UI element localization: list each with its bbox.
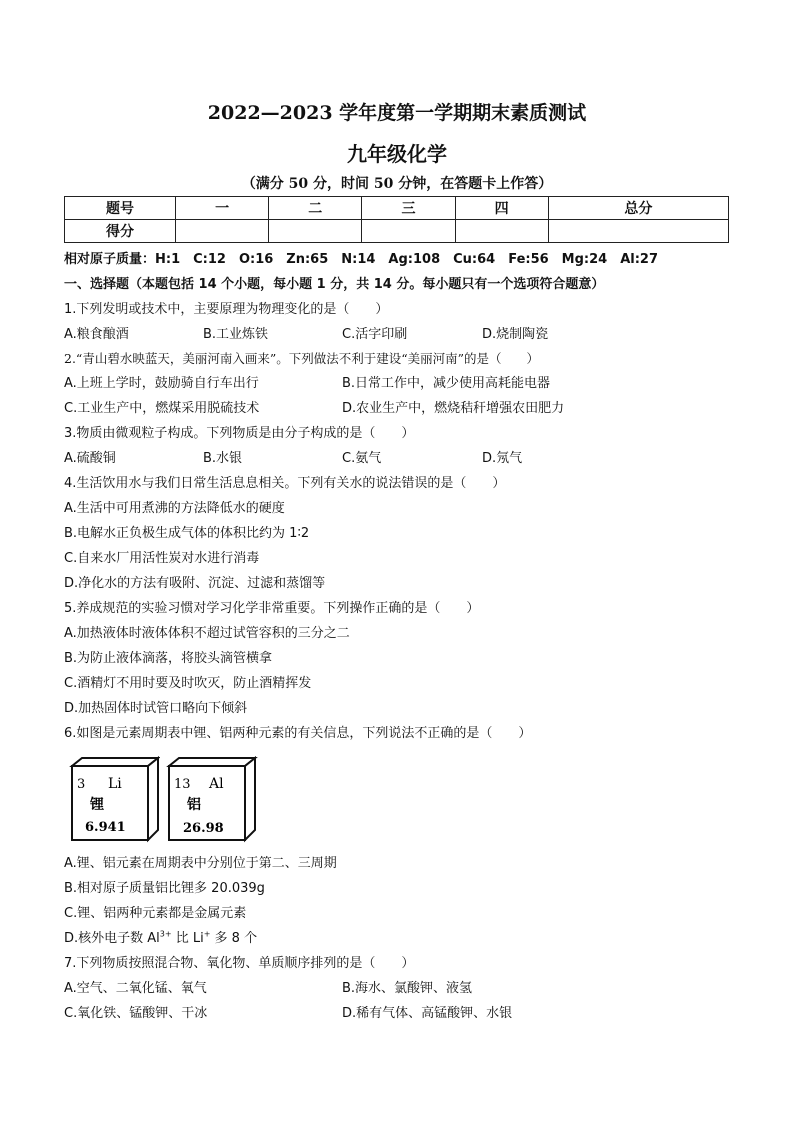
question-stem: 2.“青山碧水映蓝天，美丽河南入画来”。下列做法不利于建设“美丽河南”的是（ ） — [64, 351, 539, 366]
aluminum-mass: 26.98 — [183, 821, 224, 836]
option-d: D.净化水的方法有吸附、沉淀、过滤和蒸馏等 — [64, 576, 326, 591]
option-d: D.烧制陶瓷 — [482, 327, 549, 342]
lithium-ion-charge: + — [203, 929, 211, 939]
option-a: A.空气、二氧化锰、氧气 — [64, 981, 207, 996]
aluminum-ion-charge: 3+ — [159, 929, 172, 939]
option-a: A.上班上学时，鼓励骑自行车出行 — [64, 376, 259, 391]
question-stem: 5.养成规范的实验习惯对学习化学非常重要。下列操作正确的是（ ） — [64, 601, 480, 616]
score-cell: 三 — [362, 197, 455, 220]
option-b: B.工业炼铁 — [203, 327, 269, 342]
option-c: C.酒精灯不用时要及时吹灭，防止酒精挥发 — [64, 676, 312, 691]
option-c: C.自来水厂用活性炭对水进行消毒 — [64, 551, 260, 566]
option-b: B.电解水正负极生成气体的体积比约为 1∶2 — [64, 526, 310, 541]
score-blank — [176, 220, 269, 243]
option-b: B.相对原子质量铝比锂多 20.039g — [64, 881, 265, 896]
aluminum-name: 铝 — [187, 797, 201, 813]
option-b: B.水银 — [203, 451, 243, 466]
option-d-text: D.核外电子数 Al — [64, 931, 160, 946]
option-a: A.硫酸铜 — [64, 451, 116, 466]
exam-note: （满分 50 分，时间 50 分钟，在答题卡上作答） — [241, 176, 553, 192]
option-a: A.加热液体时液体体积不超过试管容积的三分之二 — [64, 626, 350, 641]
aluminum-number: 13 — [174, 777, 191, 792]
score-blank — [362, 220, 455, 243]
exam-subtitle: 九年级化学 — [347, 142, 447, 166]
option-d: D.氖气 — [482, 451, 523, 466]
option-c: C.活字印刷 — [342, 327, 408, 342]
score-row-label: 得分 — [65, 220, 176, 243]
option-d-text: 多 8 个 — [210, 931, 258, 946]
lithium-symbol: Li — [108, 776, 122, 792]
option-c: C.锂、铝两种元素都是金属元素 — [64, 906, 247, 921]
lithium-element-cell — [64, 756, 160, 844]
option-c: C.氨气 — [342, 451, 382, 466]
score-cell: 四 — [455, 197, 548, 220]
question-stem: 3.物质由微观粒子构成。下列物质是由分子构成的是（ ） — [64, 426, 415, 441]
score-cell: 题号 — [65, 197, 176, 220]
option-b: B.日常工作中，减少使用高耗能电器 — [342, 376, 551, 391]
score-cell: 二 — [269, 197, 362, 220]
option-d: D.稀有气体、高锰酸钾、水银 — [342, 1006, 513, 1021]
option-b: B.海水、氯酸钾、液氢 — [342, 981, 473, 996]
score-table-score-row — [65, 220, 729, 243]
lithium-mass: 6.941 — [85, 820, 126, 835]
lithium-number: 3 — [77, 777, 86, 792]
atomic-mass-line: 相对原子质量：H:1 C:12 O:16 Zn:65 N:14 Ag:108 Cu:64 Fe:56 Mg:24 Al:27 — [64, 252, 659, 267]
question-stem: 1.下列发明或技术中，主要原理为物理变化的是（ ） — [64, 302, 389, 317]
score-cell: 总分 — [548, 197, 728, 220]
option-a: A.粮食酿酒 — [64, 327, 129, 342]
option-d: D.农业生产中，燃烧秸秆增强农田肥力 — [342, 401, 565, 416]
section-heading: 一、选择题（本题包括 14 个小题，每小题 1 分，共 14 分。每小题只有一个选项符合题意） — [64, 277, 605, 292]
lithium-name: 锂 — [90, 797, 104, 813]
score-cell: 一 — [176, 197, 269, 220]
option-c: C.工业生产中，燃煤采用脱硫技术 — [64, 401, 260, 416]
question-stem: 6.如图是元素周期表中锂、铝两种元素的有关信息，下列说法不正确的是（ ） — [64, 726, 532, 741]
option-d: D.加热固体时试管口略向下倾斜 — [64, 701, 248, 716]
exam-title: 2022—2023 学年度第一学期期末素质测试 — [207, 102, 587, 124]
aluminum-element-cell — [165, 756, 261, 844]
question-stem: 7.下列物质按照混合物、氧化物、单质顺序排列的是（ ） — [64, 956, 415, 971]
aluminum-symbol: Al — [209, 776, 224, 792]
score-blank — [269, 220, 362, 243]
score-table — [64, 196, 729, 243]
option-c: C.氧化铁、锰酸钾、干冰 — [64, 1006, 208, 1021]
option-b: B.为防止液体滴落，将胶头滴管横拿 — [64, 651, 273, 666]
option-d — [64, 930, 257, 948]
score-blank — [455, 220, 548, 243]
option-a: A.锂、铝元素在周期表中分别位于第二、三周期 — [64, 856, 337, 871]
score-table-header-row — [65, 197, 729, 220]
option-a: A.生活中可用煮沸的方法降低水的硬度 — [64, 501, 285, 516]
question-stem: 4.生活饮用水与我们日常生活息息相关。下列有关水的说法错误的是（ ） — [64, 476, 506, 491]
option-d-text: 比 Li — [171, 931, 204, 946]
score-blank — [548, 220, 728, 243]
